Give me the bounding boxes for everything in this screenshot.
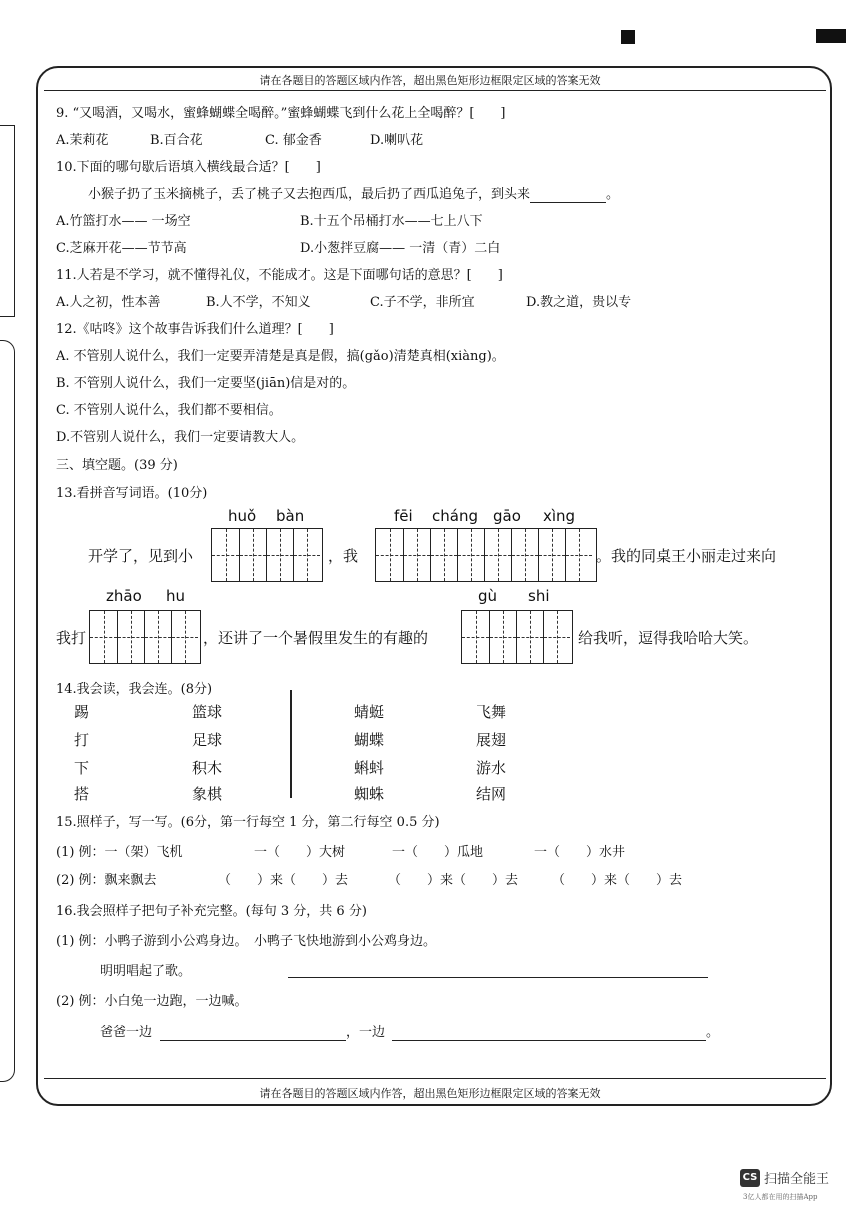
camscanner-name: 扫描全能王 [764,1172,830,1187]
q15-row1-blank-1[interactable]: 一（ ）大树 [254,845,346,860]
section3-title: 三、填空题。(39 分) [56,458,178,473]
q10-passage [88,187,619,203]
q16-task-2-b: ，一边 [346,1025,386,1040]
q16-stem: 16.我会照样子把句子补充完整。(每句 3 分，共 6 分) [56,904,367,919]
q14-left-noun[interactable]: 象棋 [192,785,223,803]
q16-answer-line-2b[interactable] [392,1040,706,1041]
left-edge-box-bottom [0,340,15,1082]
q15-row1-example: (1) 例：一（架）飞机 [56,845,183,860]
camscanner-logo [740,1168,829,1187]
q13-text-6: 给我听，逗得我哈哈大笑。 [578,629,759,647]
q11-option-c: C.子不学，非所宜 [370,295,475,310]
q14-right-noun[interactable]: 蝴蝶 [354,731,385,749]
q14-right-noun[interactable]: 蝌蚪 [354,759,385,777]
q14-left-verb[interactable]: 下 [74,759,90,777]
q16-task-2-end: 。 [706,1025,720,1040]
q14-right-verb[interactable]: 展翅 [476,731,507,749]
q14-left-noun[interactable]: 足球 [192,731,223,749]
header-divider [44,90,826,91]
q15-row2-blank-2[interactable]: （ ）来（ ）去 [388,873,519,888]
q14-right-verb[interactable]: 飞舞 [476,703,507,721]
q13-pinyin-gu: gù [478,587,498,605]
q14-left-noun[interactable]: 积木 [192,759,223,777]
q12-option-d: D.不管别人说什么，我们一定要请教大人。 [56,430,305,445]
q13-grid-gushi[interactable] [461,610,573,664]
q13-pinyin-zhao: zhāo [106,587,142,605]
q14-left-verb[interactable]: 踢 [74,703,90,721]
q10-passage-end: 。 [606,187,620,202]
q16-task-1: 明明唱起了歌。 [100,964,192,979]
q16-answer-line-2a[interactable] [160,1040,346,1041]
q10-answer-blank[interactable] [530,190,606,203]
q13-text-4: 我打 [56,629,87,647]
q13-pinyin-ban: bàn [276,507,305,525]
q13-stem: 13.看拼音写词语。(10分) [56,486,208,501]
q16-example-1: (1) 例：小鸭子游到小公鸡身边。 小鸭子飞快地游到小公鸡身边。 [56,934,437,949]
q14-divider [290,690,292,798]
q14-right-verb[interactable]: 游水 [476,759,507,777]
q13-pinyin-fei: fēi [394,507,413,525]
q13-grid-huoban[interactable] [211,528,323,582]
q16-task-2-a: 爸爸一边 [100,1025,153,1040]
q12-stem: 12.《咕咚》这个故事告诉我们什么道理？[ ] [56,322,334,337]
q13-pinyin-hu: hu [166,587,186,605]
q14-right-noun[interactable]: 蜘蛛 [354,785,385,803]
q11-stem: 11.人若是不学习，就不懂得礼仪，不能成才。这是下面哪句话的意思？[ ] [56,268,503,283]
q13-text-3: 。我的同桌王小丽走过来向 [596,547,777,565]
q15-stem: 15.照样子，写一写。(6分，第一行每空 1 分，第二行每空 0.5 分) [56,815,440,830]
q13-pinyin-gao: gāo [493,507,521,525]
q13-pinyin-huo: huǒ [228,507,257,525]
q14-stem: 14.我会读，我会连。(8分) [56,682,213,697]
q15-row1-blank-2[interactable]: 一（ ）瓜地 [392,845,484,860]
q12-option-c: C. 不管别人说什么，我们都不要相信。 [56,403,282,418]
q11-option-b: B.人不学，不知义 [206,295,311,310]
q14-right-noun[interactable]: 蜻蜓 [354,703,385,721]
q11-option-d: D.教之道，贵以专 [526,295,632,310]
q9-option-a: A.茉莉花 [56,133,109,148]
q14-left-verb[interactable]: 打 [74,731,90,749]
q10-option-c: C.芝麻开花——节节高 [56,241,187,256]
footer-notice: 请在各题目的答题区域内作答，超出黑色矩形边框限定区域的答案无效 [259,1087,601,1100]
q16-answer-line-1[interactable] [288,977,708,978]
q15-row2-blank-1[interactable]: （ ）来（ ）去 [218,873,349,888]
q13-text-5: ，还讲了一个暑假里发生的有趣的 [203,629,429,647]
q15-row2-blank-3[interactable]: （ ）来（ ）去 [552,873,683,888]
camscanner-badge-icon: CS [740,1169,760,1187]
scan-mark-square-small [621,30,635,44]
q13-pinyin-xing: xìng [543,507,576,525]
left-edge-box-top [0,125,15,317]
scan-mark-square-large [816,29,846,43]
q15-row2-example: (2) 例：飘来飘去 [56,873,157,888]
q9-option-b: B.百合花 [150,133,203,148]
q13-pinyin-shi: shi [528,587,550,605]
q10-option-b: B.十五个吊桶打水——七上八下 [300,214,483,229]
footer-divider [44,1078,826,1079]
q9-stem: 9. “又喝酒，又喝水，蜜蜂蝴蝶全喝醉。”蜜蜂蝴蝶飞到什么花上全喝醉？[ ] [56,106,506,121]
q10-passage-text: 小猴子扔了玉米摘桃子，丢了桃子又去抱西瓜，最后扔了西瓜追兔子，到头来 [88,187,531,202]
q13-pinyin-chang: cháng [432,507,478,525]
q13-text-1: 开学了，见到小 [88,547,194,565]
q13-grid-feichanggaoxing[interactable] [375,528,597,582]
q15-row1-blank-3[interactable]: 一（ ）水井 [534,845,626,860]
q9-option-d: D.喇叭花 [370,133,424,148]
q9-option-c: C. 郁金香 [265,133,322,148]
q13-text-2: ，我 [328,547,359,565]
q12-option-b: B. 不管别人说什么，我们一定要坚(jiān)信是对的。 [56,376,356,391]
q16-example-2: (2) 例：小白兔一边跑，一边喊。 [56,994,248,1009]
q14-left-verb[interactable]: 搭 [74,785,90,803]
q10-stem: 10.下面的哪句歇后语填入横线最合适？[ ] [56,160,321,175]
camscanner-slogan: 3亿人都在用的扫描App [743,1193,818,1201]
q13-grid-zhaohu[interactable] [89,610,201,664]
q10-option-d: D.小葱拌豆腐—— 一清（青）二白 [300,241,501,256]
q14-left-noun[interactable]: 篮球 [192,703,223,721]
q11-option-a: A.人之初，性本善 [56,295,161,310]
q10-option-a: A.竹篮打水—— 一场空 [56,214,191,229]
q12-option-a: A. 不管别人说什么，我们一定要弄清楚是真是假，搞(gǎo)清楚真相(xiàng)。 [56,349,505,364]
header-notice: 请在各题目的答题区域内作答，超出黑色矩形边框限定区域的答案无效 [259,74,601,87]
q14-right-verb[interactable]: 结网 [476,785,507,803]
